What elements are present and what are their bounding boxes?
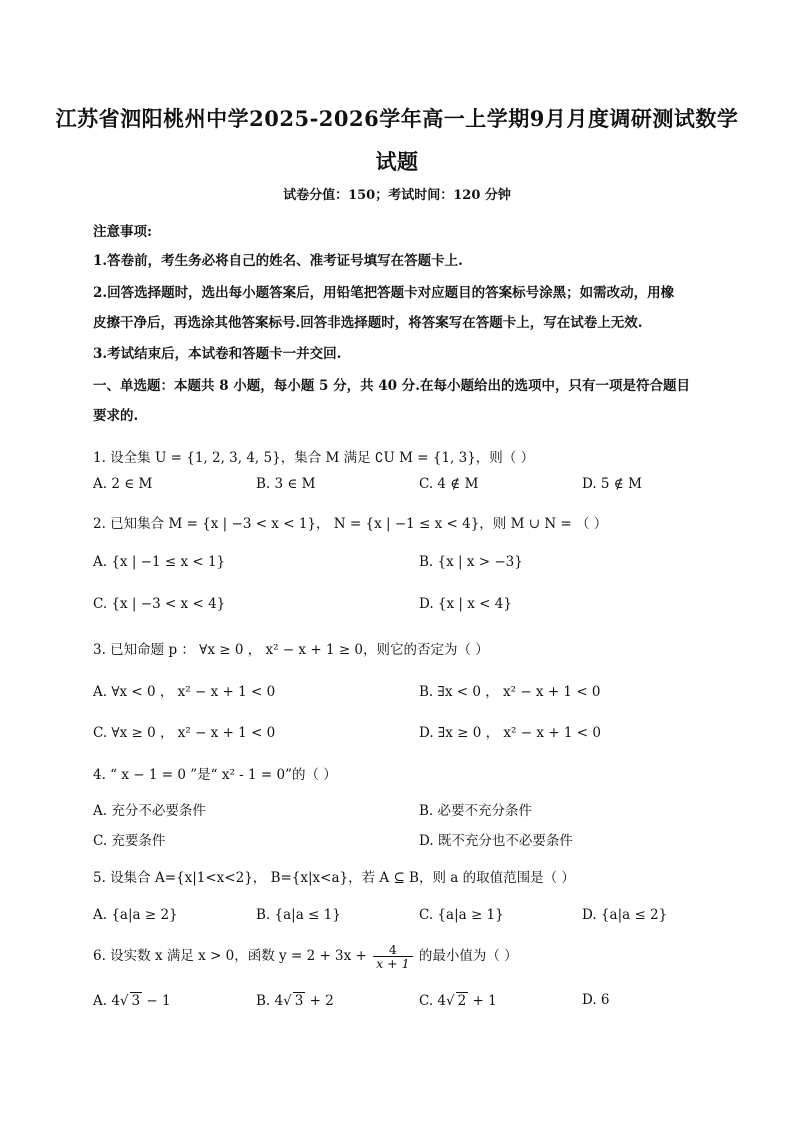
option-tail: + 1 (472, 993, 497, 1009)
note-item-2: 2.回答选择题时，选出每小题答案后，用铅笔把答题卡对应题目的答案标号涂黑；如需改动，用橡 (93, 285, 675, 301)
question-6-fraction (373, 943, 412, 970)
exam-title: 江苏省泗阳桃州中学2025-2026学年高一上学期9月月度调研测试数学 (55, 106, 739, 131)
question-5-option-c: C. {a|a ≥ 1} (419, 907, 504, 923)
question-5-stem: 5. 设集合 A={x|1<x<2}， B={x|x<a}，若 A ⊆ B，则 a 的取值范围是（ ） (93, 870, 575, 886)
fraction-numerator: 4 (373, 943, 412, 957)
section-heading-continued: 要求的. (93, 408, 139, 424)
sqrt-icon: √ (119, 993, 129, 1009)
option-label: C. 4 (419, 993, 447, 1009)
question-1-option-c: C. 4 ∉ M (419, 476, 479, 492)
question-6-stem-tail: 的最小值为（ ） (418, 948, 518, 965)
sqrt-icon: √ (446, 993, 455, 1009)
option-tail: + 2 (309, 993, 334, 1009)
question-5-option-a: A. {a|a ≥ 2} (93, 907, 178, 923)
note-item-3: 3.考试结束后，本试卷和答题卡一并交回. (93, 346, 342, 362)
question-5-option-d: D. {a|a ≤ 2} (582, 907, 668, 923)
fraction-denominator: x + 1 (376, 956, 410, 972)
question-2-option-a: A. {x | −1 ≤ x < 1} (93, 554, 226, 570)
exam-info: 试卷分值：150；考试时间：120 分钟 (283, 188, 511, 203)
question-3-option-c: C. ∀x ≥ 0 ， x² − x + 1 < 0 (93, 725, 276, 741)
note-item-1: 1.答卷前，考生务必将自己的姓名、准考证号填写在答题卡上. (93, 253, 463, 269)
question-1-stem: 1. 设全集 U = {1, 2, 3, 4, 5}，集合 M 满足 ∁U M = {1, 3}，则（ ） (93, 450, 535, 466)
radicand: 3 (294, 993, 304, 1009)
question-2-stem: 2. 已知集合 M = {x | −3 < x < 1}， N = {x | −1 ≤ x < 4}，则 M ∪ N = （ ） (93, 516, 608, 532)
question-3-option-b: B. ∃x < 0 ， x² − x + 1 < 0 (419, 684, 601, 700)
question-4-option-b: B. 必要不充分条件 (419, 803, 533, 819)
question-2-option-d: D. {x | x < 4} (419, 596, 512, 612)
question-6-option-d: D. 6 (582, 992, 610, 1008)
radicand: 3 (131, 993, 141, 1009)
sqrt-icon: √ (283, 993, 292, 1009)
option-label: B. 4 (256, 993, 284, 1009)
option-tail: − 1 (146, 993, 171, 1009)
question-3-option-a: A. ∀x < 0 ， x² − x + 1 < 0 (93, 684, 276, 700)
question-6-option-a (93, 992, 171, 1009)
question-4-option-c: C. 充要条件 (93, 833, 166, 849)
question-3-option-d: D. ∃x ≥ 0 ， x² − x + 1 < 0 (419, 725, 601, 741)
note-item-2-continued: 皮擦干净后，再选涂其他答案标号.回答非选择题时，将答案写在答题卡上，写在试卷上无效. (93, 315, 643, 331)
notes-heading: 注意事项: (93, 224, 152, 240)
question-2-option-b: B. {x | x > −3} (419, 554, 523, 570)
question-6-stem-text: 6. 设实数 x 满足 x > 0，函数 y = 2 + 3x + (93, 948, 367, 965)
exam-title-continued: 试题 (375, 149, 419, 174)
radicand: 2 (457, 993, 467, 1009)
question-4-option-a: A. 充分不必要条件 (93, 803, 206, 819)
question-2-option-c: C. {x | −3 < x < 4} (93, 596, 226, 612)
question-1-option-a: A. 2 ∈ M (93, 476, 153, 492)
question-6-option-c (419, 992, 497, 1009)
question-5-option-b: B. {a|a ≤ 1} (256, 907, 341, 923)
option-label: A. 4 (93, 993, 120, 1009)
question-4-option-d: D. 既不充分也不必要条件 (419, 833, 573, 849)
question-6-option-b (256, 992, 334, 1009)
question-4-stem: 4. “ x − 1 = 0 ”是“ x² - 1 = 0”的（ ） (93, 767, 337, 783)
question-6-stem (93, 943, 518, 970)
question-1-option-d: D. 5 ∉ M (582, 476, 642, 492)
section-heading: 一、单选题：本题共 8 小题，每小题 5 分，共 40 分.在每小题给出的选项中，只有一项是符合题目 (93, 378, 690, 394)
question-3-stem: 3. 已知命题 p ： ∀x ≥ 0 ， x² − x + 1 ≥ 0，则它的否定为（ ） (93, 642, 489, 658)
question-1-option-b: B. 3 ∈ M (256, 476, 316, 492)
